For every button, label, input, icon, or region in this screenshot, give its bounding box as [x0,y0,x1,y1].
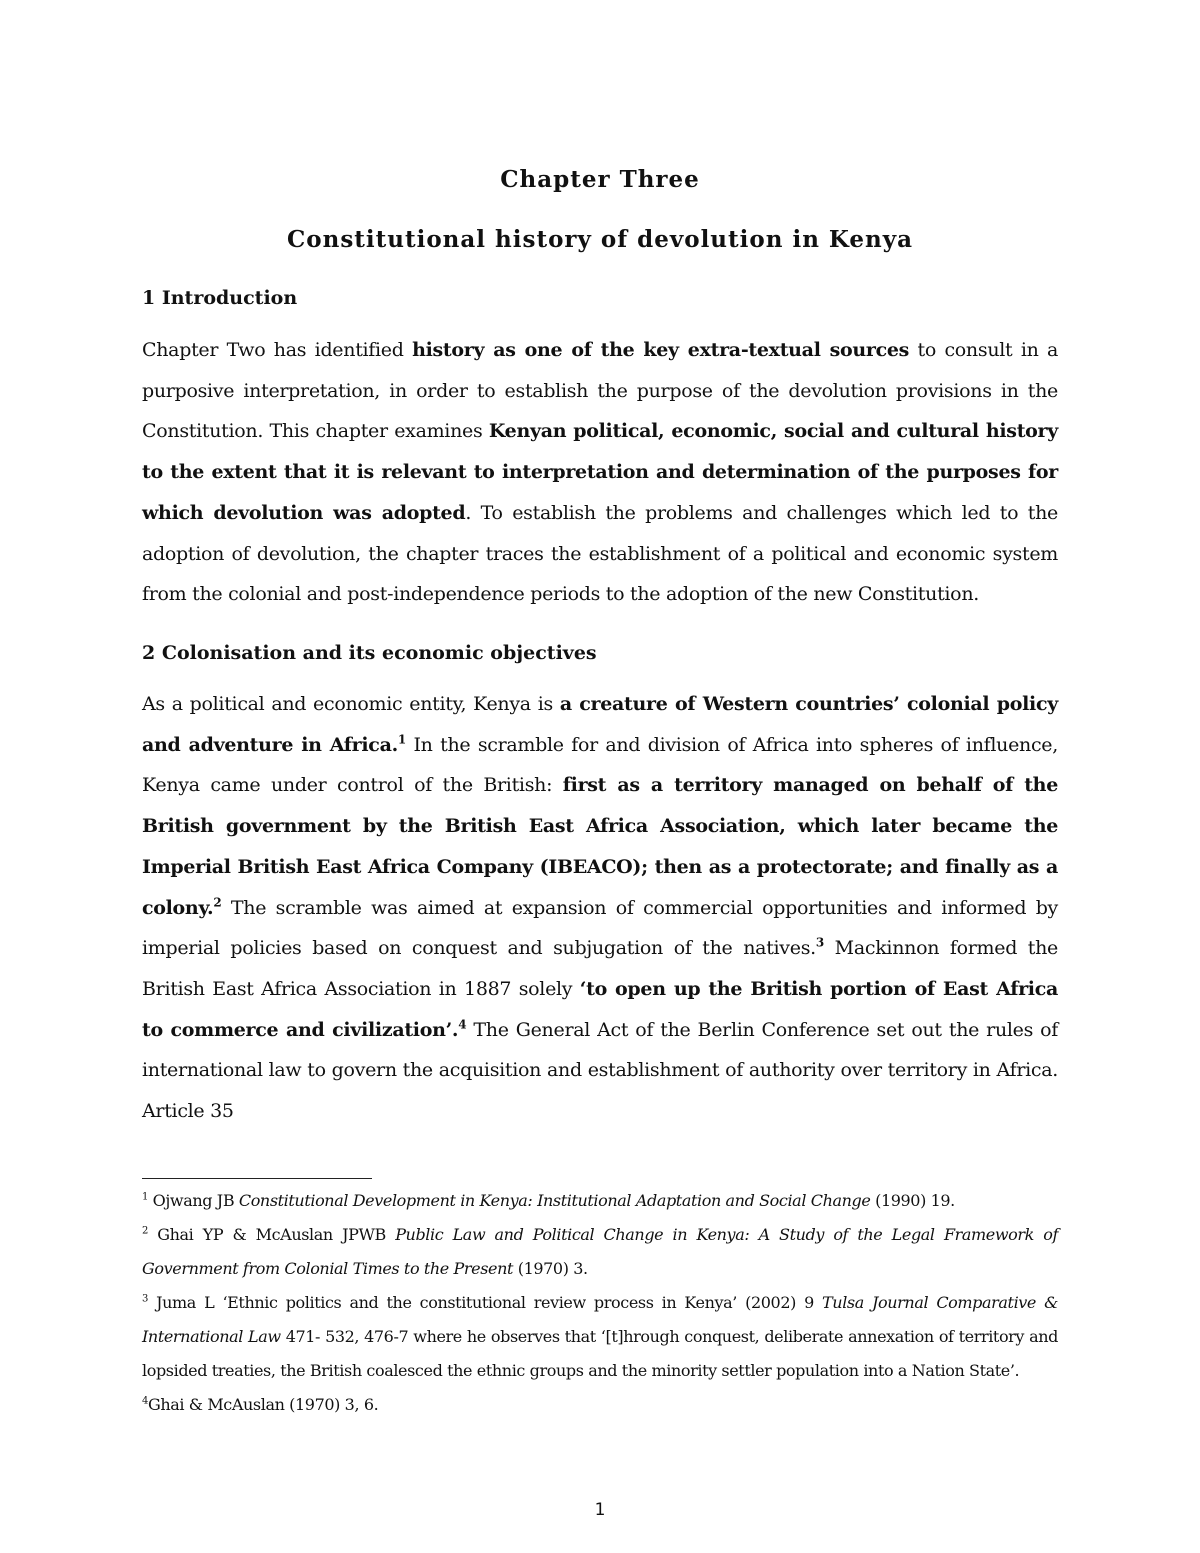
footnote-number: 1 [142,1191,148,1203]
text-run: Chapter Two has identified [142,339,413,361]
footnote-text: Juma L ‘Ethnic politics and the constitutional review process in Kenya’ (2002) 9 [147,1293,823,1312]
footnote-ref[interactable]: 2 [213,895,222,910]
emphasis-run: ‘to open up the British portion of East Africa to commerce and civilization’. [142,977,1058,1041]
chapter-label: Chapter Three [500,166,700,193]
text-run: Mackinnon formed the British East Africa Association in 1887 solely [142,937,1058,1000]
footnote-text: Ghai & McAuslan (1970) 3, 6. [147,1395,379,1414]
introduction-paragraph [142,330,1058,615]
footnote-citation-title: Public Law and Political Change in Kenya: A Study of the Legal Framework of Government from Colonial Times to the Present [142,1225,1058,1278]
footnote-citation-title: Constitutional Development in Kenya: Institutional Adaptation and Social Change [238,1191,871,1210]
text-run: . To establish the problems and challenges which led to the adoption of devolution, the chapter traces the establishment of a political and economic system from the colonial and post-independence periods to the adoption of the new Constitution. [142,501,1058,606]
text-run: The General Act of the Berlin Conference set out the rules of international law to govern the acquisition and establishment of authority over territory in Africa. Article 35 [142,1018,1059,1123]
footnote-number: 4 [142,1395,148,1407]
footnotes [142,1184,1058,1422]
footnote-text: (1990) 19. [870,1191,955,1210]
footnote-text: 471- 532, 476-7 where he observes that ‘[t]hrough conquest, deliberate annexation of territory and lopsided treaties, the British coalesced the ethnic groups and the minority settler population into a Nation State’. [142,1327,1058,1380]
footnote-2 [142,1218,1058,1286]
emphasis-run: history as one of the key extra-textual sources [412,339,910,361]
footnote-3 [142,1286,1058,1388]
colonisation-paragraph [142,684,1058,1132]
emphasis-run: Kenyan political, economic, social and cultural history to the extent that it is relevant to interpretation and determination of the purposes for which devolution was adopted [142,420,1058,524]
footnote-separator [142,1178,372,1179]
text-run: to consult in a purposive interpretation, in order to establish the purpose of the devolution provisions in the Constitution. This chapter examines [142,339,1059,443]
page-number: 1 [594,1500,606,1520]
footnote-text: Ojwang JB [147,1191,239,1210]
footnote-number: 2 [142,1225,148,1237]
section-heading-introduction: 1 Introduction [142,287,298,309]
emphasis-run: a creature of Western countries’ colonial policy and adventure in Africa. [142,693,1058,756]
footnote-citation-title: Tulsa Journal Comparative & International Law [142,1293,1058,1346]
section-heading-colonisation: 2 Colonisation and its economic objectives [142,642,597,664]
footnote-ref[interactable]: 1 [397,732,406,747]
footnote-ref[interactable]: 3 [815,935,824,950]
chapter-title: Constitutional history of devolution in Kenya [286,226,914,253]
footnote-text: Ghai YP & McAuslan JPWB [147,1225,396,1244]
footnote-ref[interactable]: 4 [458,1017,467,1032]
text-run: In the scramble for and division of Africa into spheres of influence, Kenya came under control of the British: [142,733,1058,797]
footnote-number: 3 [142,1293,148,1305]
footnote-1 [142,1184,1058,1218]
footnote-4 [142,1388,1058,1422]
emphasis-run: first as a territory managed on behalf of the British government by the British East Africa Association, which later became the Imperial British East Africa Company (IBEACO); then as a protectorate; and finally as a colony. [142,774,1058,919]
text-run: As a political and economic entity, Kenya is [142,693,560,715]
footnote-text: (1970) 3. [513,1259,588,1278]
text-run: The scramble was aimed at expansion of commercial opportunities and informed by imperial policies based on conquest and subjugation of the natives. [142,896,1058,960]
